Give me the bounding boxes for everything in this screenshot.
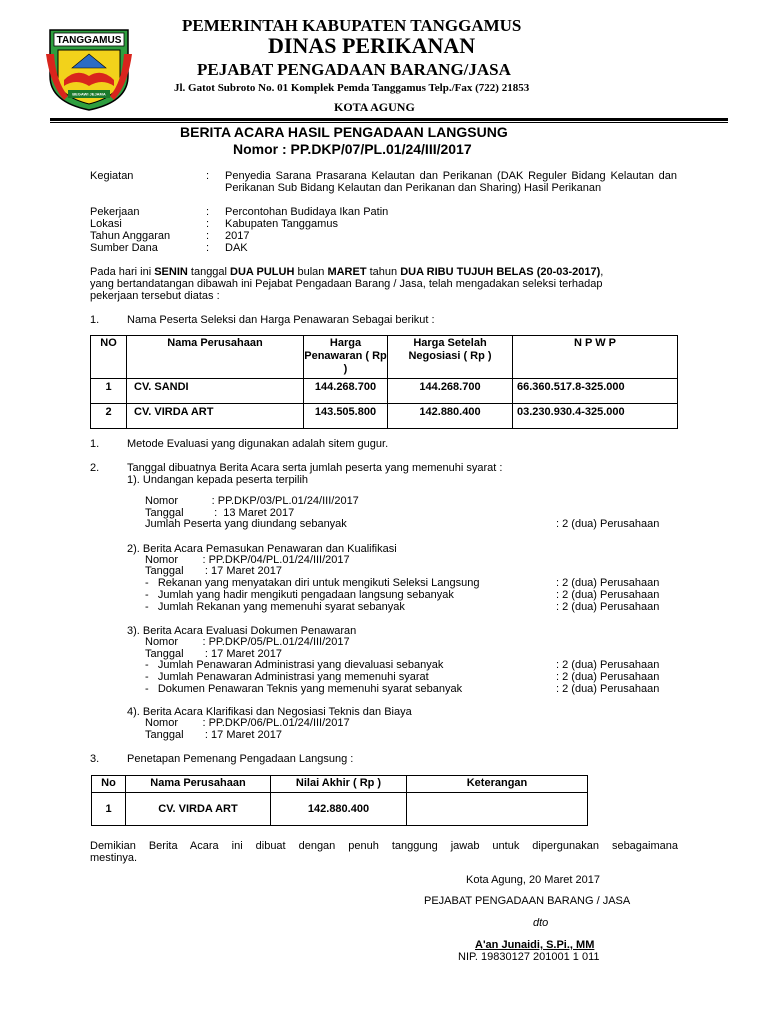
section-3-title: Penetapan Pemenang Pengadaan Langsung : bbox=[127, 753, 354, 765]
intro-year: DUA RIBU TUJUH BELAS (20-03-2017) bbox=[400, 266, 601, 278]
intro-month: MARET bbox=[327, 266, 367, 278]
participants-table bbox=[90, 335, 678, 429]
row-npwp: 66.360.517.8-325.000 bbox=[513, 379, 678, 404]
signature-position: PEJABAT PENGADAAN BARANG / JASA bbox=[424, 895, 631, 907]
winner-table bbox=[91, 775, 588, 826]
winner-header-row bbox=[92, 776, 588, 793]
col-offer-header: Harga Penawaran ( Rp ) bbox=[304, 336, 388, 379]
pekerjaan-value: Percontohan Budidaya Ikan Patin bbox=[225, 206, 389, 218]
row-final-value: 142.880.400 bbox=[271, 793, 407, 826]
sub-2-nomor: Nomor : PP.DKP/04/PL.01/24/III/2017 bbox=[145, 554, 350, 566]
participants-header-row bbox=[91, 336, 678, 379]
col-negotiated-header: Harga Setelah Negosiasi ( Rp ) bbox=[388, 336, 513, 379]
list-item-value: : 2 (dua) Perusahaan bbox=[556, 683, 660, 695]
col-final-value-header: Nilai Akhir ( Rp ) bbox=[271, 776, 407, 793]
metode-number: 1. bbox=[90, 438, 100, 450]
sub-2-tanggal: Tanggal : 17 Maret 2017 bbox=[145, 565, 282, 577]
list-item-value: : 2 (dua) Perusahaan bbox=[556, 671, 660, 683]
section-3-number: 3. bbox=[90, 753, 100, 765]
signature-name: A'an Junaidi, S.Pi., MM bbox=[475, 939, 595, 951]
col-npwp-header: N P W P bbox=[513, 336, 678, 379]
sumber-dana-value: DAK bbox=[225, 242, 248, 254]
table-row bbox=[92, 793, 588, 826]
intro-text: bulan bbox=[294, 266, 328, 278]
col-company-header: Nama Perusahaan bbox=[127, 336, 304, 379]
tanggamus-logo bbox=[44, 24, 134, 112]
list-item-value: : 2 (dua) Perusahaan bbox=[556, 601, 660, 613]
lokasi-value: Kabupaten Tanggamus bbox=[225, 218, 338, 230]
signature-nip: NIP. 19830127 201001 1 011 bbox=[458, 951, 600, 963]
intro-day: SENIN bbox=[154, 266, 188, 278]
lokasi-colon: : bbox=[206, 218, 210, 230]
kegiatan-colon: : bbox=[206, 170, 210, 182]
row-negotiated: 142.880.400 bbox=[388, 404, 513, 429]
table-row bbox=[91, 404, 678, 429]
header-office: PEJABAT PENGADAAN BARANG/JASA bbox=[197, 60, 511, 79]
sumber-dana-label: Sumber Dana bbox=[90, 242, 158, 254]
intro-date: DUA PULUH bbox=[230, 266, 295, 278]
pekerjaan-colon: : bbox=[206, 206, 210, 218]
row-remarks bbox=[407, 793, 588, 826]
sumber-dana-colon: : bbox=[206, 242, 210, 254]
list-item: - Jumlah yang hadir mengikuti pengadaan langsung sebanyak bbox=[145, 589, 454, 601]
header-address: Jl. Gatot Subroto No. 01 Komplek Pemda Tanggamus Telp./Fax (722) 21853 bbox=[174, 82, 530, 94]
sub-4-tanggal: Tanggal : 17 Maret 2017 bbox=[145, 729, 282, 741]
sub-3-nomor: Nomor : PP.DKP/05/PL.01/24/III/2017 bbox=[145, 636, 350, 648]
col-no-header: No bbox=[92, 776, 126, 793]
lokasi-label: Lokasi bbox=[90, 218, 122, 230]
pekerjaan-label: Pekerjaan bbox=[90, 206, 140, 218]
header-city: KOTA AGUNG bbox=[334, 100, 415, 114]
col-company-header: Nama Perusahaan bbox=[126, 776, 271, 793]
sub-1-jumlah: Jumlah Peserta yang diundang sebanyak bbox=[145, 518, 347, 530]
col-no-header: NO bbox=[91, 336, 127, 379]
closing-line-2: mestinya. bbox=[90, 852, 138, 864]
header-government: PEMERINTAH KABUPATEN TANGGAMUS bbox=[182, 16, 522, 35]
tahun-anggaran-value: 2017 bbox=[225, 230, 250, 242]
intro-line-1 bbox=[90, 266, 603, 278]
sub-1-jumlah-value: : 2 (dua) Perusahaan bbox=[556, 518, 660, 530]
row-company: CV. SANDI bbox=[127, 379, 304, 404]
list-item: - Jumlah Penawaran Administrasi yang memenuhi syarat bbox=[145, 671, 429, 683]
row-offer: 144.268.700 bbox=[304, 379, 388, 404]
sub-1-nomor: Nomor : PP.DKP/03/PL.01/24/III/2017 bbox=[145, 495, 359, 507]
header-divider-thin bbox=[50, 122, 728, 123]
intro-text: Pada hari ini bbox=[90, 266, 155, 278]
signature-dto: dto bbox=[533, 917, 549, 929]
logo-motto: BEGAWI JEJAMA bbox=[72, 91, 106, 97]
section-2-title: Tanggal dibuatnya Berita Acara serta jumlah peserta yang memenuhi syarat : bbox=[127, 462, 503, 474]
list-item: - Jumlah Penawaran Administrasi yang dievaluasi sebanyak bbox=[145, 659, 444, 671]
document-number: Nomor : PP.DKP/07/PL.01/24/III/2017 bbox=[233, 141, 472, 157]
closing-line-1: Demikian Berita Acara ini dibuat dengan penuh tanggung jawab untuk dipergunakan sebagaimana bbox=[90, 840, 678, 852]
row-company: CV. VIRDA ART bbox=[127, 404, 304, 429]
table-row bbox=[91, 379, 678, 404]
sub-2-title: 2). Berita Acara Pemasukan Penawaran dan Kualifikasi bbox=[127, 543, 397, 555]
list-item: - Rekanan yang menyatakan diri untuk mengikuti Seleksi Langsung bbox=[145, 577, 480, 589]
intro-line-2: yang bertandatangan dibawah ini Pejabat Pengadaan Barang / Jasa, telah mengadakan seleksi terhadap bbox=[90, 278, 603, 290]
intro-text: tahun bbox=[366, 266, 401, 278]
section-1-title: Nama Peserta Seleksi dan Harga Penawaran Sebagai berikut : bbox=[127, 314, 435, 326]
intro-text: , bbox=[600, 266, 604, 278]
sub-4-nomor: Nomor : PP.DKP/06/PL.01/24/III/2017 bbox=[145, 717, 350, 729]
header-agency: DINAS PERIKANAN bbox=[268, 33, 476, 58]
list-item: - Dokumen Penawaran Teknis yang memenuhi syarat sebanyak bbox=[145, 683, 463, 695]
tahun-anggaran-colon: : bbox=[206, 230, 210, 242]
row-negotiated: 144.268.700 bbox=[388, 379, 513, 404]
list-item-value: : 2 (dua) Perusahaan bbox=[556, 659, 660, 671]
header-divider-thick bbox=[50, 118, 728, 121]
row-npwp: 03.230.930.4-325.000 bbox=[513, 404, 678, 429]
kegiatan-value: Penyedia Sarana Prasarana Kelautan dan Perikanan (DAK Reguler Bidang Kelautan dan Perikanan Sub Bidang Kelautan dan Perikanan dan Sharing) Hasil Perikanan bbox=[225, 170, 677, 194]
sub-4-title: 4). Berita Acara Klarifikasi dan Negosiasi Teknis dan Biaya bbox=[127, 706, 412, 718]
sub-3-title: 3). Berita Acara Evaluasi Dokumen Penawaran bbox=[127, 625, 357, 637]
intro-text: tanggal bbox=[187, 266, 231, 278]
section-1-number: 1. bbox=[90, 314, 100, 326]
col-remarks-header: Keterangan bbox=[407, 776, 588, 793]
kegiatan-label: Kegiatan bbox=[90, 170, 134, 182]
row-no: 1 bbox=[92, 793, 126, 826]
signature-place-date: Kota Agung, 20 Maret 2017 bbox=[466, 874, 600, 886]
row-no: 2 bbox=[91, 404, 127, 429]
list-item: - Jumlah Rekanan yang memenuhi syarat sebanyak bbox=[145, 601, 405, 613]
list-item-value: : 2 (dua) Perusahaan bbox=[556, 589, 660, 601]
list-item-value: : 2 (dua) Perusahaan bbox=[556, 577, 660, 589]
intro-line-3: pekerjaan tersebut diatas : bbox=[90, 290, 220, 302]
document-title: BERITA ACARA HASIL PENGADAAN LANGSUNG bbox=[180, 124, 508, 140]
row-company: CV. VIRDA ART bbox=[126, 793, 271, 826]
row-no: 1 bbox=[91, 379, 127, 404]
row-offer: 143.505.800 bbox=[304, 404, 388, 429]
logo-text: TANGGAMUS bbox=[56, 35, 122, 46]
sub-1-title: 1). Undangan kepada peserta terpilih bbox=[127, 474, 309, 486]
sub-3-tanggal: Tanggal : 17 Maret 2017 bbox=[145, 648, 282, 660]
tahun-anggaran-label: Tahun Anggaran bbox=[90, 230, 171, 242]
sub-1-tanggal: Tanggal : 13 Maret 2017 bbox=[145, 507, 295, 519]
section-2-number: 2. bbox=[90, 462, 100, 474]
metode-text: Metode Evaluasi yang digunakan adalah sitem gugur. bbox=[127, 438, 389, 450]
